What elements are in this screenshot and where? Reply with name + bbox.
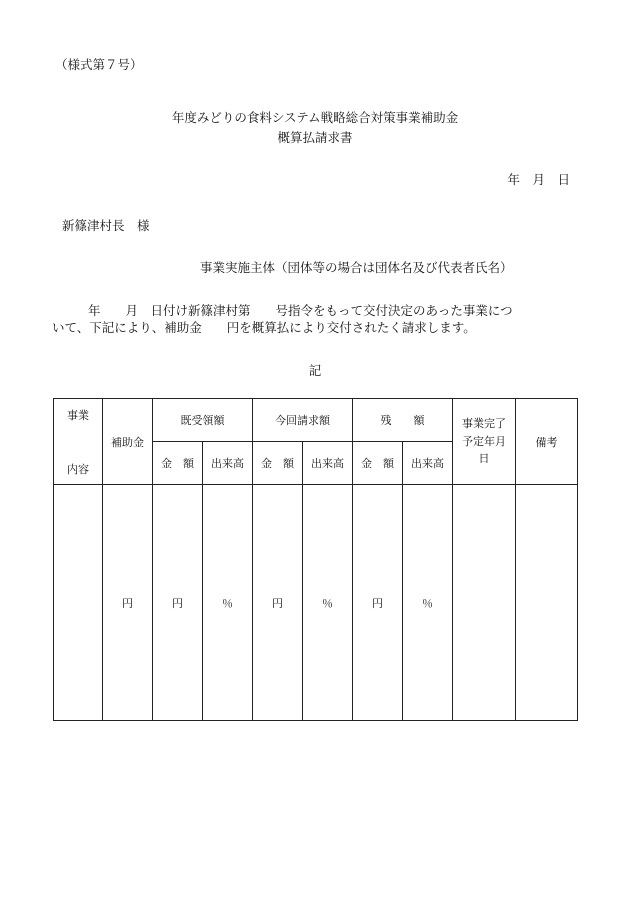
form-number: （様式第７号） xyxy=(55,57,143,72)
header-hojokin: 補助金 xyxy=(103,399,153,485)
header-kanryo-line3: 日 xyxy=(478,452,490,466)
header-zangaku: 残 額 xyxy=(353,399,453,442)
body-text-line-1: 年 月 日付け新篠津村第 号指令をもって交付決定のあった事業につ xyxy=(88,303,513,318)
subheader-kingaku-1: 金 額 xyxy=(153,442,203,485)
ki-heading: 記 xyxy=(308,363,322,378)
header-naiyo-label: 内容 xyxy=(67,462,89,476)
document-subtitle: 概算払請求書 xyxy=(277,130,353,145)
header-kanryo-line2: 予定年月 xyxy=(462,434,506,448)
document-title: 年度みどりの食料システム戦略総合対策事業補助金 xyxy=(171,110,459,125)
header-kanryo-yotei xyxy=(453,399,516,485)
cell-kanryo-yotei[interactable] xyxy=(453,485,516,721)
header-kanryo-line1: 事業完了 xyxy=(462,417,506,431)
date-line: 年 月 日 xyxy=(507,172,570,187)
subheader-kingaku-3: 金 額 xyxy=(353,442,403,485)
subheader-dekidaka-2: 出来高 xyxy=(303,442,353,485)
cell-hojokin[interactable]: 円 xyxy=(103,485,153,721)
header-jigyo-naiyo xyxy=(54,399,103,485)
cell-konkai-dekidaka[interactable]: ％ xyxy=(303,485,353,721)
subheader-dekidaka-3: 出来高 xyxy=(403,442,453,485)
header-konkai-seikyu: 今回請求額 xyxy=(253,399,353,442)
body-text-line-2: いて、下記により、補助金 円を概算払により交付されたく請求します。 xyxy=(52,320,476,335)
cell-biko[interactable] xyxy=(516,485,578,721)
claim-table xyxy=(53,398,578,721)
header-biko: 備考 xyxy=(516,399,578,485)
subheader-dekidaka-1: 出来高 xyxy=(203,442,253,485)
cell-zan-dekidaka[interactable]: ％ xyxy=(403,485,453,721)
header-kiju-gaku: 既受領額 xyxy=(153,399,253,442)
cell-konkai-kingaku[interactable]: 円 xyxy=(253,485,303,721)
applicant-label: 事業実施主体（団体等の場合は団体名及び代表者氏名） xyxy=(200,260,513,275)
header-jigyo-label: 事業 xyxy=(67,408,89,422)
cell-kiju-kingaku[interactable]: 円 xyxy=(153,485,203,721)
cell-jigyo-naiyo[interactable] xyxy=(54,485,103,721)
addressee: 新篠津村長 様 xyxy=(62,218,150,233)
subheader-kingaku-2: 金 額 xyxy=(253,442,303,485)
cell-zan-kingaku[interactable]: 円 xyxy=(353,485,403,721)
cell-kiju-dekidaka[interactable]: ％ xyxy=(203,485,253,721)
